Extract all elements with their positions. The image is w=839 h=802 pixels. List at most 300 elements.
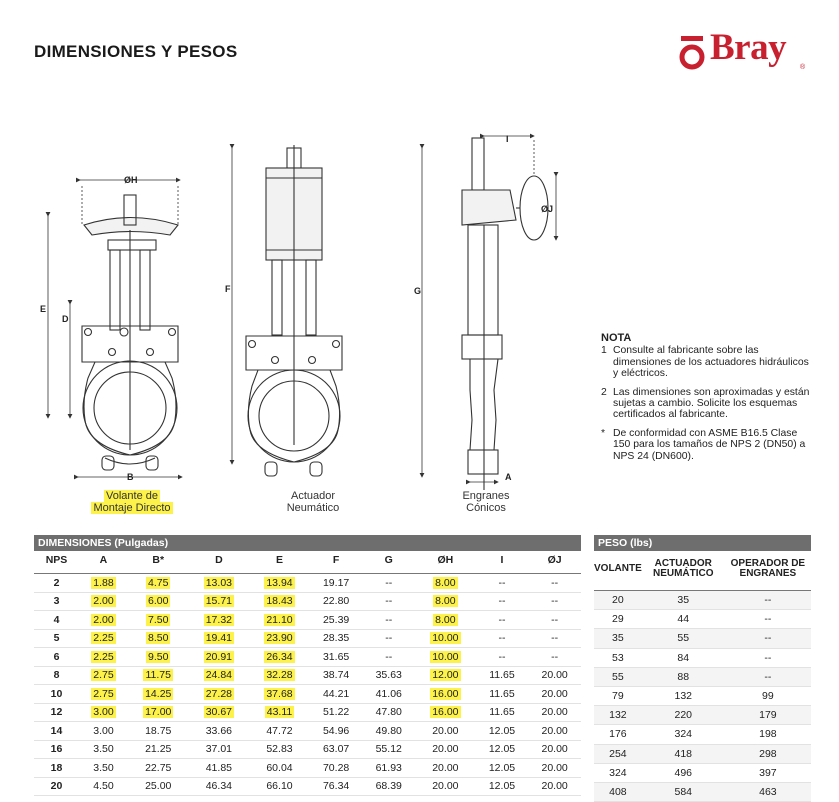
cell-value: 14 [50, 724, 63, 737]
cell-value: 19.41 [205, 632, 232, 645]
cell-value: 4.50 [93, 780, 114, 793]
label-b: B [127, 472, 134, 482]
table-cell [476, 629, 529, 648]
table-row [594, 629, 811, 648]
table-cell [362, 648, 415, 667]
cell-value: 2.75 [93, 687, 114, 700]
cell-value: 3.00 [93, 706, 114, 719]
table-row [594, 725, 811, 744]
table-cell [189, 759, 250, 778]
cell-value: 43.11 [266, 706, 293, 719]
label-g: G [414, 286, 422, 296]
cell-value: 63.07 [322, 743, 350, 756]
table-cell [310, 777, 363, 796]
label-d: D [62, 314, 69, 324]
table-cell [189, 592, 250, 611]
cell-value: 20.00 [541, 743, 568, 756]
cell-value: 30.67 [205, 706, 232, 719]
cell-value: 20.00 [432, 724, 459, 737]
cell-value: 9.50 [148, 650, 169, 663]
cell-value: 33.66 [205, 724, 232, 737]
table-cell: 132 [642, 686, 725, 705]
cell-value: 11.75 [145, 669, 171, 682]
table-row [34, 740, 581, 759]
cell-value: 24.84 [205, 669, 232, 682]
dimensions-table-title: DIMENSIONES (Pulgadas) [34, 535, 581, 551]
table-cell [34, 574, 79, 593]
table-row [594, 744, 811, 763]
cell-value: -- [551, 576, 559, 589]
cell-value: -- [498, 576, 506, 589]
handwheel-valve-drawing [82, 195, 178, 470]
cell-value: 20.00 [541, 780, 568, 793]
table-row [34, 611, 581, 630]
table-row [594, 591, 811, 610]
cell-value: 18.43 [266, 595, 293, 608]
cell-value: 70.28 [322, 761, 350, 774]
table-cell [362, 666, 415, 685]
table-cell: 35 [594, 629, 642, 648]
table-cell: -- [725, 648, 811, 667]
table-cell [34, 629, 79, 648]
table-cell [528, 666, 581, 685]
table-cell [415, 648, 476, 667]
cell-value: 44.21 [322, 687, 350, 700]
cell-value: 17.32 [205, 613, 232, 626]
cell-value: 15.71 [205, 595, 232, 608]
table-cell [528, 574, 581, 593]
table-cell [362, 629, 415, 648]
table-cell [476, 777, 529, 796]
dimensions-column-header: B* [152, 554, 165, 566]
table-cell [79, 648, 128, 667]
table-cell [362, 592, 415, 611]
cell-value: 32.28 [266, 669, 293, 682]
cell-value: 1.88 [93, 576, 114, 589]
cell-value: 46.34 [205, 780, 232, 793]
dimensions-column-header: E [275, 554, 283, 566]
cell-value: 2.25 [93, 632, 114, 645]
note-item [601, 428, 816, 462]
cell-value: 20 [50, 780, 63, 793]
cell-value: 6 [53, 650, 60, 663]
cell-value: 38.74 [322, 669, 350, 682]
dimensions-column-header: ØJ [547, 554, 562, 566]
cell-value: 13.94 [266, 576, 293, 589]
cell-value: 35.63 [375, 669, 402, 682]
cell-value: 25.00 [145, 780, 172, 793]
cell-value: 7.50 [148, 613, 169, 626]
table-cell: 584 [642, 782, 725, 801]
table-cell: 324 [642, 725, 725, 744]
page-title: DIMENSIONES Y PESOS [34, 42, 238, 61]
label-a: A [505, 472, 512, 482]
table-cell [476, 574, 529, 593]
table-cell [34, 703, 79, 722]
table-cell [362, 703, 415, 722]
cell-value: 21.10 [266, 613, 293, 626]
cell-value: -- [385, 595, 393, 608]
weights-table-title: PESO (lbs) [594, 535, 811, 551]
label-f: F [225, 284, 231, 294]
cell-value: 54.96 [322, 724, 350, 737]
cell-value: -- [498, 650, 506, 663]
table-cell: 408 [594, 782, 642, 801]
table-cell [79, 740, 128, 759]
cell-value: 18.75 [145, 724, 172, 737]
table-row [34, 722, 581, 741]
table-cell [79, 574, 128, 593]
table-row [594, 706, 811, 725]
cell-value: 20.00 [432, 761, 459, 774]
cell-value: 25.39 [322, 613, 350, 626]
notes-title: NOTA [601, 332, 632, 344]
cell-value: 12 [50, 706, 63, 719]
caption-handwheel [86, 490, 178, 514]
table-cell: -- [725, 591, 811, 610]
cell-value: 49.80 [375, 724, 402, 737]
table-cell [34, 722, 79, 741]
note-mark: * [601, 427, 606, 439]
cell-value: 3.00 [93, 724, 114, 737]
table-cell [34, 777, 79, 796]
table-cell [189, 666, 250, 685]
table-cell [415, 592, 476, 611]
pneumatic-valve-drawing [246, 145, 342, 476]
table-cell [79, 666, 128, 685]
table-cell [528, 629, 581, 648]
table-cell [189, 648, 250, 667]
table-cell: 132 [594, 706, 642, 725]
cell-value: -- [385, 650, 393, 663]
cell-value: 23.90 [266, 632, 293, 645]
caption-line-2: Cónicos [466, 502, 506, 514]
notes [601, 333, 816, 469]
cell-value: -- [551, 632, 559, 645]
cell-value: 41.85 [205, 761, 232, 774]
note-text: Consulte al fabricante sobre las dimensiones de los actuadores hidráulicos y eléctricos. [613, 345, 809, 380]
cell-value: 31.65 [322, 650, 350, 663]
cell-value: 27.28 [205, 687, 232, 700]
caption-line-2: Neumático [286, 502, 340, 514]
cell-value: 12.05 [488, 724, 516, 737]
note-mark: 2 [601, 386, 607, 398]
table-cell [415, 740, 476, 759]
cell-value: 8.00 [435, 613, 456, 626]
dimensions-table [34, 535, 581, 796]
table-cell: 55 [642, 629, 725, 648]
cell-value: 47.80 [375, 706, 402, 719]
table-row [34, 629, 581, 648]
table-cell [310, 629, 363, 648]
table-cell [249, 648, 310, 667]
table-cell [310, 759, 363, 778]
table-row [594, 782, 811, 801]
cell-value: 11.65 [489, 687, 515, 700]
note-mark: 1 [601, 345, 607, 357]
table-cell [415, 666, 476, 685]
table-row [34, 648, 581, 667]
cell-value: 3.50 [93, 743, 114, 756]
table-row [34, 777, 581, 796]
table-cell [528, 722, 581, 741]
table-cell [310, 611, 363, 630]
table-cell [415, 703, 476, 722]
table-cell: 84 [642, 648, 725, 667]
table-cell [249, 592, 310, 611]
table-cell [415, 777, 476, 796]
table-row [34, 685, 581, 704]
cell-value: 16.00 [432, 687, 459, 700]
table-cell [528, 611, 581, 630]
table-cell [249, 722, 310, 741]
table-cell: 397 [725, 763, 811, 782]
table-cell [189, 574, 250, 593]
table-cell [415, 759, 476, 778]
cell-value: 51.22 [322, 706, 350, 719]
table-cell [34, 648, 79, 667]
table-cell [249, 759, 310, 778]
table-cell [249, 666, 310, 685]
table-cell [128, 722, 189, 741]
cell-value: 8.00 [435, 576, 456, 589]
table-cell [476, 666, 529, 685]
cell-value: -- [385, 632, 393, 645]
table-cell [310, 666, 363, 685]
table-cell [362, 740, 415, 759]
table-cell [528, 592, 581, 611]
cell-value: 21.25 [145, 743, 172, 756]
table-cell [34, 592, 79, 611]
cell-value: 37.01 [205, 743, 232, 756]
cell-value: 2.00 [93, 613, 114, 626]
cell-value: 3.50 [93, 761, 114, 774]
table-cell: 20 [594, 591, 642, 610]
bray-mark-icon [678, 34, 708, 74]
table-row [34, 703, 581, 722]
table-cell [128, 574, 189, 593]
table-cell [189, 777, 250, 796]
cell-value: 52.83 [266, 743, 293, 756]
table-cell [128, 611, 189, 630]
table-cell [310, 648, 363, 667]
table-cell [415, 574, 476, 593]
cell-value: 17.00 [145, 706, 172, 719]
cell-value: 4 [53, 613, 60, 626]
table-cell [189, 611, 250, 630]
label-e: E [40, 304, 47, 314]
table-cell [476, 722, 529, 741]
dimensions-column-header: D [215, 554, 223, 566]
cell-value: 60.04 [266, 761, 293, 774]
dimensions-column-header: F [332, 554, 340, 566]
table-cell [79, 722, 128, 741]
table-cell [362, 574, 415, 593]
table-cell: 53 [594, 648, 642, 667]
caption-pneumatic [270, 490, 356, 514]
dimensions-column-header: A [99, 554, 108, 566]
caption-bevel-gear [444, 490, 528, 514]
table-cell [34, 759, 79, 778]
cell-value: -- [498, 632, 506, 645]
cell-value: 47.72 [266, 724, 293, 737]
table-cell [249, 574, 310, 593]
table-cell [79, 629, 128, 648]
table-cell [34, 740, 79, 759]
cell-value: 13.03 [205, 576, 232, 589]
table-cell [310, 722, 363, 741]
table-cell: 176 [594, 725, 642, 744]
table-cell: 44 [642, 610, 725, 629]
table-cell [310, 685, 363, 704]
cell-value: 14.25 [145, 687, 172, 700]
table-row [594, 667, 811, 686]
cell-value: -- [385, 576, 393, 589]
cell-value: 10.00 [432, 650, 459, 663]
cell-value: 68.39 [375, 780, 402, 793]
table-cell [528, 759, 581, 778]
cell-value: 20.00 [541, 724, 568, 737]
table-cell [79, 685, 128, 704]
table-cell [189, 685, 250, 704]
cell-value: 10 [50, 687, 63, 700]
label-i: I [506, 134, 509, 144]
cell-value: 20.00 [541, 687, 568, 700]
weights-table [594, 535, 811, 802]
table-cell [79, 611, 128, 630]
cell-value: 3 [53, 595, 60, 608]
table-cell [310, 740, 363, 759]
table-cell [128, 703, 189, 722]
table-row [594, 610, 811, 629]
cell-value: 18 [50, 761, 63, 774]
table-cell [415, 629, 476, 648]
cell-value: 2.75 [93, 669, 114, 682]
dimensions-column-header: ØH [437, 554, 454, 566]
cell-value: 20.00 [541, 761, 568, 774]
table-cell [249, 685, 310, 704]
table-cell: 496 [642, 763, 725, 782]
table-cell [79, 703, 128, 722]
table-cell [415, 722, 476, 741]
bevel-gear-valve-drawing [462, 138, 548, 490]
table-cell: 220 [642, 706, 725, 725]
table-cell [476, 592, 529, 611]
table-cell [128, 592, 189, 611]
logo-registered-mark: ® [800, 64, 806, 71]
table-cell: 179 [725, 706, 811, 725]
cell-value: 61.93 [375, 761, 402, 774]
table-cell: 254 [594, 744, 642, 763]
table-cell [415, 685, 476, 704]
table-cell [476, 759, 529, 778]
table-cell [249, 629, 310, 648]
cell-value: 41.06 [375, 687, 402, 700]
table-cell [189, 629, 250, 648]
table-cell [79, 777, 128, 796]
table-cell [310, 703, 363, 722]
table-cell [476, 685, 529, 704]
cell-value: 20.00 [541, 669, 568, 682]
table-cell: 463 [725, 782, 811, 801]
table-row [594, 686, 811, 705]
table-cell [415, 611, 476, 630]
table-cell [34, 685, 79, 704]
table-cell [128, 685, 189, 704]
cell-value: 16 [50, 743, 63, 756]
table-row [34, 666, 581, 685]
cell-value: 37.68 [266, 687, 293, 700]
cell-value: 11.65 [489, 706, 515, 719]
cell-value: 20.00 [541, 706, 568, 719]
caption-line-1: Engranes [462, 490, 510, 502]
cell-value: -- [551, 613, 559, 626]
cell-value: 20.00 [432, 743, 459, 756]
table-cell [189, 722, 250, 741]
table-row [34, 592, 581, 611]
table-cell [189, 703, 250, 722]
cell-value: 11.65 [489, 669, 515, 682]
cell-value: 19.17 [322, 576, 350, 589]
table-cell: 198 [725, 725, 811, 744]
cell-value: -- [385, 613, 393, 626]
cell-value: 10.00 [432, 632, 459, 645]
table-cell [528, 777, 581, 796]
cell-value: 76.34 [322, 780, 350, 793]
table-cell [310, 592, 363, 611]
table-cell [362, 611, 415, 630]
cell-value: 2.25 [93, 650, 114, 663]
table-cell [128, 759, 189, 778]
cell-value: 22.75 [145, 761, 172, 774]
cell-value: 8 [53, 669, 60, 682]
table-cell [128, 648, 189, 667]
cell-value: 2 [53, 576, 60, 589]
valve-diagrams [0, 100, 600, 530]
table-cell [476, 611, 529, 630]
cell-value: 6.00 [148, 595, 169, 608]
dimensions-column-header: G [384, 554, 393, 566]
table-cell [362, 722, 415, 741]
cell-value: -- [551, 595, 559, 608]
cell-value: 12.05 [488, 761, 516, 774]
table-cell: 88 [642, 667, 725, 686]
cell-value: 55.12 [375, 743, 402, 756]
note-text: Las dimensiones son aproximadas y están sujetas a cambio. Solicite los esquemas certificados al fabricante. [613, 386, 810, 421]
table-cell: 79 [594, 686, 642, 705]
table-cell [528, 648, 581, 667]
table-cell: 29 [594, 610, 642, 629]
cell-value: 22.80 [322, 595, 350, 608]
table-cell [528, 703, 581, 722]
table-cell [362, 759, 415, 778]
cell-value: 26.34 [266, 650, 293, 663]
table-cell [249, 611, 310, 630]
cell-value: 20.91 [205, 650, 232, 663]
weights-column-header: OPERADOR DE ENGRANES [730, 558, 806, 579]
table-cell [79, 759, 128, 778]
table-cell: 55 [594, 667, 642, 686]
weights-column-header: VOLANTE [594, 563, 642, 574]
table-cell [249, 703, 310, 722]
table-cell [128, 740, 189, 759]
dimensions-column-header: NPS [45, 554, 68, 566]
cell-value: -- [551, 650, 559, 663]
table-cell [310, 574, 363, 593]
table-cell: 324 [594, 763, 642, 782]
caption-line-2: Montaje Directo [93, 502, 171, 514]
table-row [34, 574, 581, 593]
